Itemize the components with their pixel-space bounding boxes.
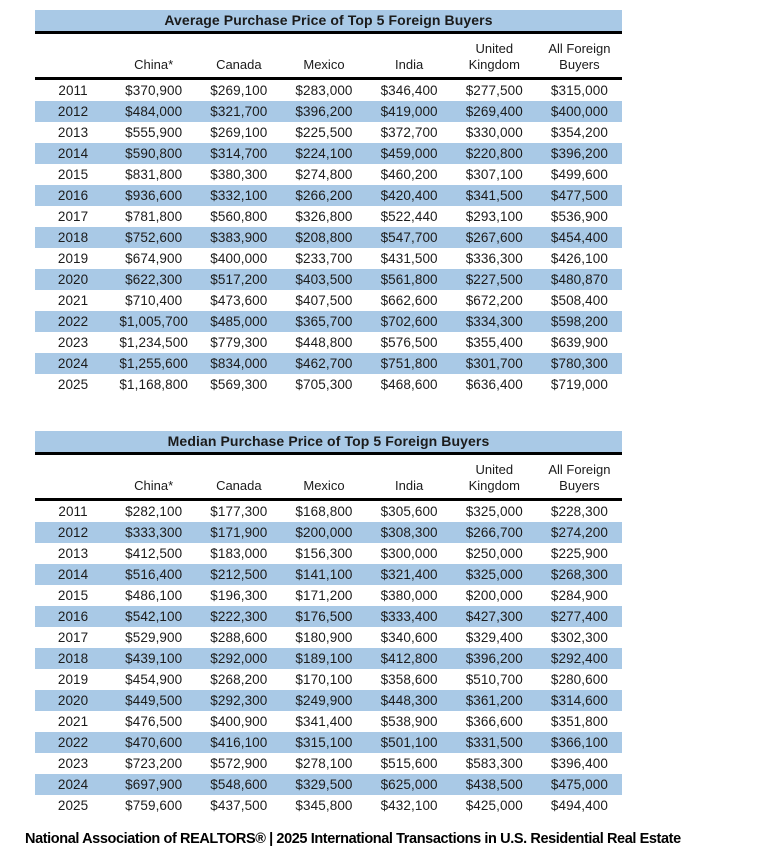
price-cell: $454,900 xyxy=(125,672,183,687)
price-cell: $705,300 xyxy=(295,377,353,392)
year-cell: 2019 xyxy=(57,672,89,687)
price-cell: $171,900 xyxy=(210,525,268,540)
year-cell: 2014 xyxy=(57,146,89,161)
price-cell: $331,500 xyxy=(465,735,523,750)
price-cell: $476,500 xyxy=(125,714,183,729)
price-cell: $485,000 xyxy=(210,314,268,329)
column-header: China* xyxy=(111,34,196,79)
price-cell: $301,700 xyxy=(465,356,523,371)
year-column-header xyxy=(35,455,111,500)
price-cell: $225,900 xyxy=(550,546,608,561)
price-cell: $454,400 xyxy=(550,230,608,245)
price-cell: $354,200 xyxy=(550,125,608,140)
price-cell: $416,100 xyxy=(210,735,268,750)
price-cell: $325,000 xyxy=(465,504,523,519)
price-cell: $420,400 xyxy=(380,188,438,203)
price-cell: $266,700 xyxy=(465,525,523,540)
year-cell: 2011 xyxy=(58,83,88,98)
price-cell: $220,800 xyxy=(465,146,523,161)
average-table-header xyxy=(35,34,622,79)
price-cell: $326,800 xyxy=(295,209,353,224)
table-row xyxy=(35,711,622,732)
price-cell: $208,800 xyxy=(295,230,353,245)
table-row xyxy=(35,290,622,311)
price-cell: $548,600 xyxy=(210,777,268,792)
price-cell: $484,000 xyxy=(125,104,183,119)
price-cell: $345,800 xyxy=(295,798,353,813)
price-cell: $225,500 xyxy=(295,125,353,140)
price-cell: $569,300 xyxy=(210,377,268,392)
price-cell: $547,700 xyxy=(380,230,438,245)
price-cell: $477,500 xyxy=(550,188,608,203)
price-cell: $228,300 xyxy=(550,504,608,519)
average-table-body xyxy=(35,79,622,396)
price-cell: $622,300 xyxy=(125,272,183,287)
price-cell: $710,400 xyxy=(125,293,183,308)
price-cell: $268,200 xyxy=(210,672,268,687)
price-cell: $396,400 xyxy=(550,756,608,771)
header-row xyxy=(35,34,622,79)
year-cell: 2017 xyxy=(57,209,89,224)
price-cell: $268,300 xyxy=(550,567,608,582)
price-cell: $459,000 xyxy=(380,146,438,161)
price-cell: $470,600 xyxy=(125,735,183,750)
price-cell: $292,400 xyxy=(550,651,608,666)
table-row xyxy=(35,564,622,585)
table-row xyxy=(35,79,622,102)
table-row xyxy=(35,753,622,774)
price-cell: $334,300 xyxy=(465,314,523,329)
column-header: India xyxy=(367,34,452,79)
table-row xyxy=(35,185,622,206)
price-cell: $189,100 xyxy=(295,651,353,666)
price-cell: $510,700 xyxy=(465,672,523,687)
median-table-body xyxy=(35,500,622,817)
price-cell: $168,800 xyxy=(295,504,353,519)
price-cell: $277,400 xyxy=(550,609,608,624)
median-price-table-section xyxy=(35,431,622,816)
table-row xyxy=(35,101,622,122)
year-cell: 2015 xyxy=(57,588,89,603)
price-cell: $141,100 xyxy=(295,567,353,582)
price-cell: $448,800 xyxy=(295,335,353,350)
price-cell: $662,600 xyxy=(380,293,438,308)
price-cell: $751,800 xyxy=(380,356,438,371)
average-price-table xyxy=(35,34,622,395)
price-cell: $292,300 xyxy=(210,693,268,708)
price-cell: $396,200 xyxy=(550,146,608,161)
price-cell: $280,600 xyxy=(550,672,608,687)
price-cell: $340,600 xyxy=(380,630,438,645)
price-cell: $233,700 xyxy=(295,251,353,266)
price-cell: $321,700 xyxy=(210,104,268,119)
price-cell: $438,500 xyxy=(465,777,523,792)
price-cell: $598,200 xyxy=(550,314,608,329)
price-cell: $412,500 xyxy=(125,546,183,561)
price-cell: $400,900 xyxy=(210,714,268,729)
price-cell: $200,000 xyxy=(465,588,523,603)
price-cell: $224,100 xyxy=(295,146,353,161)
table-row xyxy=(35,248,622,269)
table-row xyxy=(35,732,622,753)
price-cell: $332,100 xyxy=(210,188,268,203)
table-row xyxy=(35,795,622,816)
table-row xyxy=(35,774,622,795)
year-cell: 2021 xyxy=(57,714,89,729)
price-cell: $266,200 xyxy=(295,188,353,203)
price-cell: $170,100 xyxy=(295,672,353,687)
table-row xyxy=(35,269,622,290)
price-cell: $325,000 xyxy=(465,567,523,582)
price-cell: $366,600 xyxy=(465,714,523,729)
price-cell: $302,300 xyxy=(550,630,608,645)
price-cell: $702,600 xyxy=(380,314,438,329)
price-cell: $780,300 xyxy=(550,356,608,371)
price-cell: $439,100 xyxy=(125,651,183,666)
table-row xyxy=(35,227,622,248)
year-cell: 2019 xyxy=(57,251,89,266)
price-cell: $336,300 xyxy=(465,251,523,266)
price-cell: $779,300 xyxy=(210,335,268,350)
table-row xyxy=(35,311,622,332)
price-cell: $333,400 xyxy=(380,609,438,624)
price-cell: $267,600 xyxy=(465,230,523,245)
footer-credit: National Association of REALTORS® | 2025 International Transactions in U.S. Residential Real Estate xyxy=(25,831,681,847)
price-cell: $674,900 xyxy=(125,251,183,266)
price-cell: $1,255,600 xyxy=(119,356,188,371)
price-cell: $341,500 xyxy=(465,188,523,203)
price-cell: $288,600 xyxy=(210,630,268,645)
price-cell: $583,300 xyxy=(465,756,523,771)
price-cell: $1,168,800 xyxy=(119,377,188,392)
price-cell: $522,440 xyxy=(380,209,438,224)
price-cell: $494,400 xyxy=(550,798,608,813)
price-cell: $460,200 xyxy=(380,167,438,182)
price-cell: $278,100 xyxy=(295,756,353,771)
table-row xyxy=(35,353,622,374)
year-cell: 2017 xyxy=(57,630,89,645)
year-cell: 2014 xyxy=(57,567,89,582)
price-cell: $183,000 xyxy=(210,546,268,561)
price-cell: $625,000 xyxy=(380,777,438,792)
price-cell: $372,700 xyxy=(380,125,438,140)
year-cell: 2021 xyxy=(57,293,89,308)
price-cell: $269,400 xyxy=(465,104,523,119)
column-header: Mexico xyxy=(281,34,366,79)
price-cell: $177,300 xyxy=(210,504,268,519)
price-cell: $462,700 xyxy=(295,356,353,371)
price-cell: $308,300 xyxy=(380,525,438,540)
price-cell: $538,900 xyxy=(380,714,438,729)
price-cell: $529,900 xyxy=(125,630,183,645)
price-cell: $283,000 xyxy=(295,83,353,98)
price-cell: $321,400 xyxy=(380,567,438,582)
price-cell: $396,200 xyxy=(295,104,353,119)
price-cell: $1,005,700 xyxy=(119,314,188,329)
price-cell: $156,300 xyxy=(295,546,353,561)
price-cell: $212,500 xyxy=(210,567,268,582)
price-cell: $403,500 xyxy=(295,272,353,287)
price-cell: $449,500 xyxy=(125,693,183,708)
table-row xyxy=(35,543,622,564)
price-cell: $834,000 xyxy=(210,356,268,371)
price-cell: $475,000 xyxy=(550,777,608,792)
price-cell: $380,300 xyxy=(210,167,268,182)
price-cell: $501,100 xyxy=(380,735,438,750)
price-cell: $307,100 xyxy=(465,167,523,182)
price-cell: $432,100 xyxy=(380,798,438,813)
price-cell: $419,000 xyxy=(380,104,438,119)
price-cell: $499,600 xyxy=(550,167,608,182)
price-cell: $555,900 xyxy=(125,125,183,140)
price-cell: $781,800 xyxy=(125,209,183,224)
year-cell: 2012 xyxy=(57,104,89,119)
column-header: Mexico xyxy=(281,455,366,500)
price-cell: $400,000 xyxy=(210,251,268,266)
header-row xyxy=(35,455,622,500)
table-row xyxy=(35,606,622,627)
price-cell: $292,000 xyxy=(210,651,268,666)
year-cell: 2020 xyxy=(57,272,89,287)
price-cell: $269,100 xyxy=(210,83,268,98)
price-cell: $639,900 xyxy=(550,335,608,350)
price-cell: $723,200 xyxy=(125,756,183,771)
price-cell: $516,400 xyxy=(125,567,183,582)
table-row xyxy=(35,332,622,353)
table-row xyxy=(35,374,622,395)
price-cell: $560,800 xyxy=(210,209,268,224)
price-cell: $1,234,500 xyxy=(119,335,188,350)
average-price-table-section xyxy=(35,10,622,395)
price-cell: $365,700 xyxy=(295,314,353,329)
price-cell: $305,600 xyxy=(380,504,438,519)
table-row xyxy=(35,143,622,164)
year-cell: 2024 xyxy=(57,777,89,792)
column-header: Canada xyxy=(196,455,281,500)
table-row xyxy=(35,669,622,690)
year-cell: 2016 xyxy=(57,188,89,203)
year-cell: 2011 xyxy=(58,504,88,519)
year-cell: 2012 xyxy=(57,525,89,540)
year-cell: 2018 xyxy=(57,230,89,245)
column-header: United Kingdom xyxy=(452,455,537,500)
price-cell: $329,400 xyxy=(465,630,523,645)
price-cell: $752,600 xyxy=(125,230,183,245)
table-row xyxy=(35,648,622,669)
price-cell: $396,200 xyxy=(465,651,523,666)
year-cell: 2013 xyxy=(57,546,89,561)
table-row xyxy=(35,585,622,606)
price-cell: $361,200 xyxy=(465,693,523,708)
price-cell: $315,100 xyxy=(295,735,353,750)
price-cell: $315,000 xyxy=(550,83,608,98)
year-cell: 2016 xyxy=(57,609,89,624)
price-cell: $542,100 xyxy=(125,609,183,624)
year-cell: 2020 xyxy=(57,693,89,708)
price-cell: $517,200 xyxy=(210,272,268,287)
price-cell: $407,500 xyxy=(295,293,353,308)
price-cell: $572,900 xyxy=(210,756,268,771)
year-cell: 2025 xyxy=(57,798,89,813)
column-header: All Foreign Buyers xyxy=(537,34,622,79)
average-table-title: Average Purchase Price of Top 5 Foreign Buyers xyxy=(35,10,622,34)
price-cell: $355,400 xyxy=(465,335,523,350)
table-row xyxy=(35,522,622,543)
price-cell: $314,700 xyxy=(210,146,268,161)
price-cell: $536,900 xyxy=(550,209,608,224)
year-cell: 2024 xyxy=(57,356,89,371)
column-header: United Kingdom xyxy=(452,34,537,79)
year-cell: 2022 xyxy=(57,735,89,750)
price-cell: $330,000 xyxy=(465,125,523,140)
price-cell: $719,000 xyxy=(550,377,608,392)
price-cell: $426,100 xyxy=(550,251,608,266)
price-cell: $486,100 xyxy=(125,588,183,603)
column-header: India xyxy=(367,455,452,500)
table-row xyxy=(35,690,622,711)
year-cell: 2018 xyxy=(57,651,89,666)
price-cell: $400,000 xyxy=(550,104,608,119)
price-cell: $277,500 xyxy=(465,83,523,98)
price-cell: $171,200 xyxy=(295,588,353,603)
price-cell: $590,800 xyxy=(125,146,183,161)
price-cell: $412,800 xyxy=(380,651,438,666)
price-cell: $346,400 xyxy=(380,83,438,98)
table-row xyxy=(35,627,622,648)
price-cell: $329,500 xyxy=(295,777,353,792)
year-cell: 2022 xyxy=(57,314,89,329)
price-cell: $249,900 xyxy=(295,693,353,708)
price-cell: $227,500 xyxy=(465,272,523,287)
year-cell: 2025 xyxy=(57,377,89,392)
table-row xyxy=(35,206,622,227)
price-cell: $480,870 xyxy=(550,272,608,287)
price-cell: $180,900 xyxy=(295,630,353,645)
price-cell: $282,100 xyxy=(125,504,183,519)
table-row xyxy=(35,122,622,143)
price-cell: $636,400 xyxy=(465,377,523,392)
price-cell: $515,600 xyxy=(380,756,438,771)
price-cell: $366,100 xyxy=(550,735,608,750)
price-cell: $672,200 xyxy=(465,293,523,308)
table-row xyxy=(35,164,622,185)
price-cell: $196,300 xyxy=(210,588,268,603)
column-header: All Foreign Buyers xyxy=(537,455,622,500)
median-table-title: Median Purchase Price of Top 5 Foreign Buyers xyxy=(35,431,622,455)
median-price-table xyxy=(35,455,622,816)
price-cell: $427,300 xyxy=(465,609,523,624)
price-cell: $341,400 xyxy=(295,714,353,729)
price-cell: $284,900 xyxy=(550,588,608,603)
price-cell: $274,800 xyxy=(295,167,353,182)
price-cell: $300,000 xyxy=(380,546,438,561)
year-cell: 2023 xyxy=(57,756,89,771)
price-cell: $269,100 xyxy=(210,125,268,140)
median-table-header xyxy=(35,455,622,500)
price-cell: $508,400 xyxy=(550,293,608,308)
year-cell: 2023 xyxy=(57,335,89,350)
price-cell: $314,600 xyxy=(550,693,608,708)
price-cell: $473,600 xyxy=(210,293,268,308)
price-cell: $936,600 xyxy=(125,188,183,203)
price-cell: $351,800 xyxy=(550,714,608,729)
price-cell: $425,000 xyxy=(465,798,523,813)
table-row xyxy=(35,500,622,523)
price-cell: $200,000 xyxy=(295,525,353,540)
year-column-header xyxy=(35,34,111,79)
price-cell: $468,600 xyxy=(380,377,438,392)
price-cell: $448,300 xyxy=(380,693,438,708)
price-cell: $576,500 xyxy=(380,335,438,350)
price-cell: $437,500 xyxy=(210,798,268,813)
price-cell: $431,500 xyxy=(380,251,438,266)
price-cell: $250,000 xyxy=(465,546,523,561)
price-cell: $383,900 xyxy=(210,230,268,245)
price-cell: $561,800 xyxy=(380,272,438,287)
price-cell: $831,800 xyxy=(125,167,183,182)
price-cell: $759,600 xyxy=(125,798,183,813)
price-cell: $380,000 xyxy=(380,588,438,603)
year-cell: 2013 xyxy=(57,125,89,140)
price-cell: $222,300 xyxy=(210,609,268,624)
column-header: China* xyxy=(111,455,196,500)
price-cell: $176,500 xyxy=(295,609,353,624)
price-cell: $358,600 xyxy=(380,672,438,687)
price-cell: $274,200 xyxy=(550,525,608,540)
price-cell: $293,100 xyxy=(465,209,523,224)
price-cell: $333,300 xyxy=(125,525,183,540)
year-cell: 2015 xyxy=(57,167,89,182)
column-header: Canada xyxy=(196,34,281,79)
price-cell: $370,900 xyxy=(125,83,183,98)
price-cell: $697,900 xyxy=(125,777,183,792)
